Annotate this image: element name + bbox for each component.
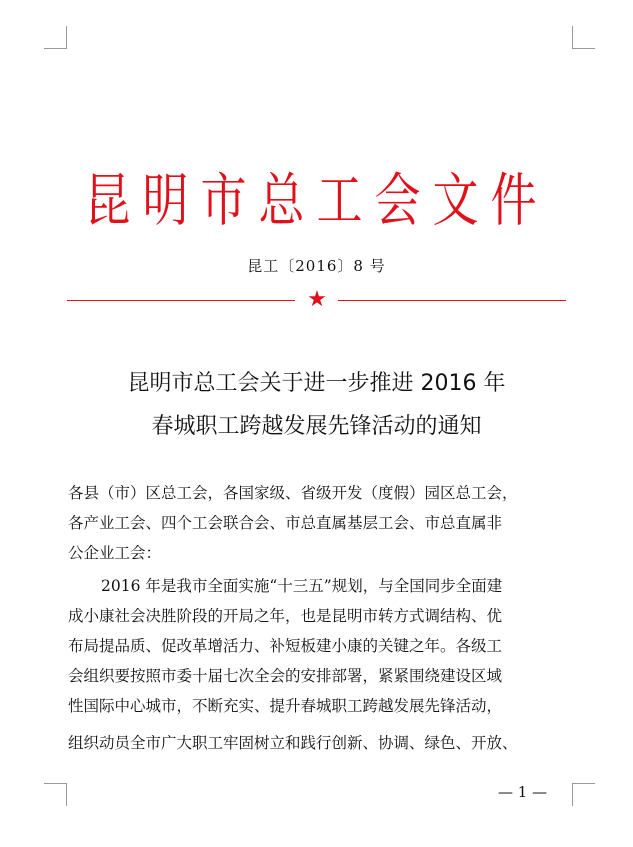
- body-line: 各县（市）区总工会，各国家级、省级开发（度假）园区总工会，: [68, 484, 518, 502]
- crop-mark-top-right: [572, 26, 595, 49]
- body-line: 布局提品质、促改革增活力、补短板建小康的关键之年。各级工: [68, 637, 503, 655]
- body-line: 性国际中心城市，不断充实、提升春城职工跨越发展先锋活动，: [68, 697, 503, 715]
- body-line: 公企业工会：: [68, 544, 162, 562]
- notice-title-line-1: 昆明市总工会关于进一步推进 2016 年: [127, 371, 506, 396]
- crop-mark-bottom-right: [572, 783, 595, 806]
- body-line: 各产业工会、四个工会联合会、市总直属基层工会、市总直属非: [68, 514, 503, 532]
- document-number: 昆工〔2016〕8 号: [247, 257, 386, 275]
- body-line: 成小康社会决胜阶段的开局之年，也是昆明市转方式调结构、优: [68, 607, 503, 625]
- page-number: — 1 —: [498, 783, 548, 801]
- separator-line-right: [338, 300, 566, 301]
- separator-line-left: [67, 300, 295, 301]
- crop-mark-top-left: [44, 26, 67, 49]
- body-line: 2016 年是我市全面实施“十三五”规划，与全国同步全面建: [101, 577, 503, 595]
- body-line: 会组织要按照市委十届七次全会的安排部署，紧紧围绕建设区域: [68, 667, 503, 685]
- crop-mark-bottom-left: [44, 783, 67, 806]
- notice-title-line-2: 春城职工跨越发展先锋活动的通知: [151, 414, 482, 439]
- document-header-title: 昆明市总工会文件: [84, 166, 549, 234]
- body-line: 组织动员全市广大职工牢固树立和践行创新、协调、绿色、开放、: [68, 734, 518, 752]
- star-icon: ★: [307, 287, 327, 312]
